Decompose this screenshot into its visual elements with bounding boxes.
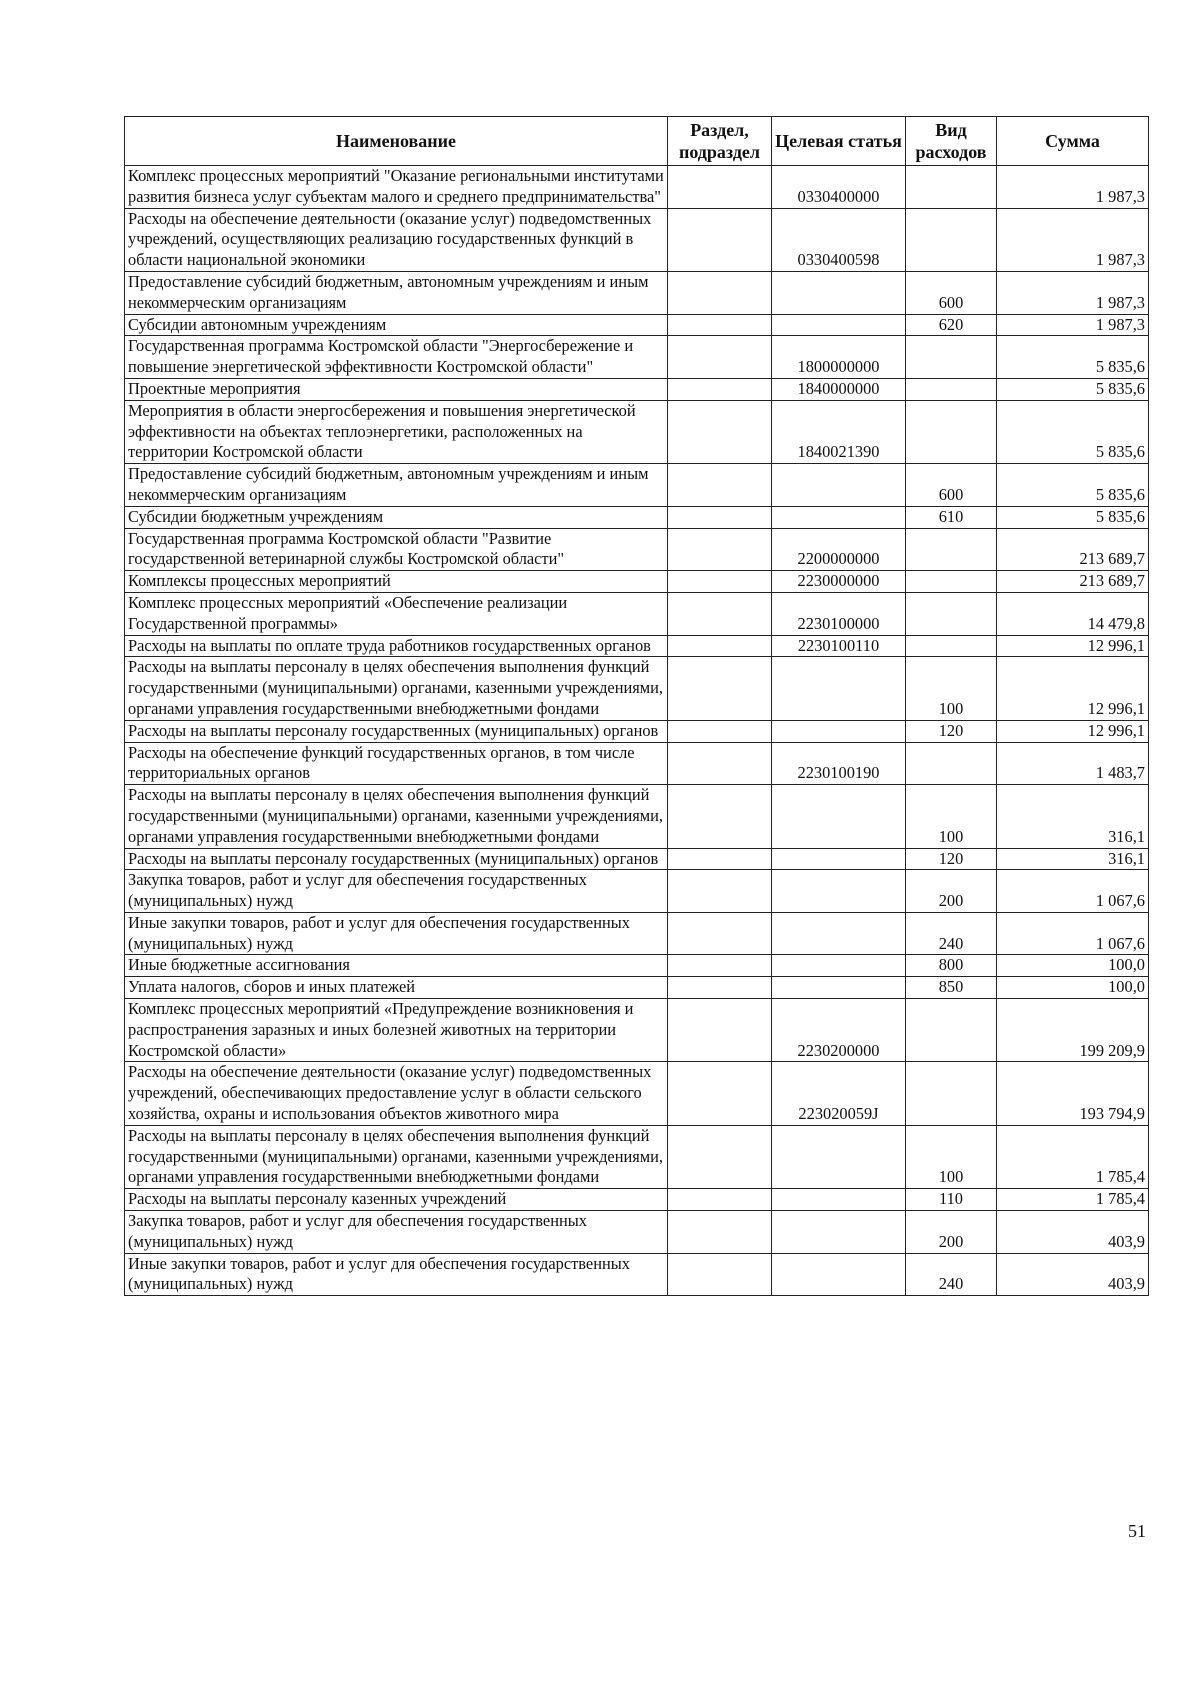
row-amount: 199 209,9: [997, 999, 1149, 1062]
row-amount: 1 987,3: [997, 314, 1149, 336]
row-kind: [906, 166, 997, 209]
row-kind: 110: [906, 1189, 997, 1211]
table-row: [125, 999, 1149, 1062]
row-target: 2230000000: [772, 571, 906, 593]
row-kind: [906, 336, 997, 379]
row-amount: 100,0: [997, 977, 1149, 999]
row-target: 2200000000: [772, 528, 906, 571]
row-kind: [906, 742, 997, 785]
row-target: 2230100000: [772, 592, 906, 635]
row-kind: 120: [906, 848, 997, 870]
row-kind: [906, 592, 997, 635]
row-kind: [906, 208, 997, 271]
table-row: [125, 166, 1149, 209]
row-kind: 600: [906, 271, 997, 314]
row-section: [668, 208, 772, 271]
row-kind: [906, 635, 997, 657]
table-row: [125, 271, 1149, 314]
row-section: [668, 166, 772, 209]
row-name: Расходы на выплаты персоналу в целях обеспечения выполнения функций государственными (муниципальными) органами, казенными учреждениями, органами управления государственными внебюджетными фондами: [125, 785, 668, 848]
row-name: Закупка товаров, работ и услуг для обеспечения государственных (муниципальных) нужд: [125, 1211, 668, 1254]
row-name: Расходы на выплаты персоналу в целях обеспечения выполнения функций государственными (муниципальными) органами, казенными учреждениями, органами управления государственными внебюджетными фондами: [125, 1125, 668, 1188]
row-name: Предоставление субсидий бюджетным, автономным учреждениям и иным некоммерческим организациям: [125, 464, 668, 507]
row-amount: 5 835,6: [997, 336, 1149, 379]
row-amount: 12 996,1: [997, 657, 1149, 720]
row-amount: 5 835,6: [997, 378, 1149, 400]
row-kind: 200: [906, 870, 997, 913]
table-row: [125, 528, 1149, 571]
row-kind: 600: [906, 464, 997, 507]
row-target: [772, 912, 906, 955]
table-header: [125, 117, 1149, 166]
row-section: [668, 1211, 772, 1254]
row-amount: 316,1: [997, 848, 1149, 870]
row-section: [668, 314, 772, 336]
row-amount: 1 785,4: [997, 1189, 1149, 1211]
row-kind: 200: [906, 1211, 997, 1254]
row-name: Мероприятия в области энергосбережения и повышения энергетической эффективности на объектах теплоэнергетики, расположенных на территории Костромской области: [125, 400, 668, 463]
row-section: [668, 635, 772, 657]
row-name: Проектные мероприятия: [125, 378, 668, 400]
table-row: [125, 1062, 1149, 1125]
table-row: [125, 378, 1149, 400]
table-row: [125, 400, 1149, 463]
row-section: [668, 742, 772, 785]
row-target: [772, 1189, 906, 1211]
row-name: Иные закупки товаров, работ и услуг для обеспечения государственных (муниципальных) нужд: [125, 912, 668, 955]
row-name: Закупка товаров, работ и услуг для обеспечения государственных (муниципальных) нужд: [125, 870, 668, 913]
header-name: Наименование: [125, 117, 668, 166]
row-section: [668, 528, 772, 571]
row-amount: 12 996,1: [997, 720, 1149, 742]
header-kind: Вид расходов: [906, 117, 997, 166]
row-section: [668, 506, 772, 528]
row-kind: 100: [906, 1125, 997, 1188]
row-name: Уплата налогов, сборов и иных платежей: [125, 977, 668, 999]
row-target: [772, 657, 906, 720]
row-section: [668, 912, 772, 955]
row-amount: 1 987,3: [997, 271, 1149, 314]
table-row: [125, 657, 1149, 720]
row-target: [772, 314, 906, 336]
table-row: [125, 1211, 1149, 1254]
row-amount: 5 835,6: [997, 400, 1149, 463]
table-row: [125, 314, 1149, 336]
row-amount: 12 996,1: [997, 635, 1149, 657]
row-section: [668, 848, 772, 870]
row-kind: [906, 400, 997, 463]
row-section: [668, 999, 772, 1062]
row-target: [772, 785, 906, 848]
row-name: Субсидии бюджетным учреждениям: [125, 506, 668, 528]
row-section: [668, 785, 772, 848]
row-target: [772, 848, 906, 870]
row-target: 0330400598: [772, 208, 906, 271]
row-target: [772, 1125, 906, 1188]
row-name: Расходы на обеспечение деятельности (оказание услуг) подведомственных учреждений, осуществляющих реализацию государственных функций в области национальной экономики: [125, 208, 668, 271]
row-amount: 403,9: [997, 1253, 1149, 1296]
row-amount: 5 835,6: [997, 464, 1149, 507]
row-kind: 620: [906, 314, 997, 336]
row-kind: [906, 571, 997, 593]
row-section: [668, 955, 772, 977]
row-amount: 1 067,6: [997, 912, 1149, 955]
row-name: Комплексы процессных мероприятий: [125, 571, 668, 593]
row-kind: 610: [906, 506, 997, 528]
table-row: [125, 635, 1149, 657]
header-target: Целевая статья: [772, 117, 906, 166]
row-kind: 100: [906, 785, 997, 848]
row-name: Расходы на обеспечение деятельности (оказание услуг) подведомственных учреждений, обеспечивающих предоставление услуг в области сельского хозяйства, охраны и использования объектов животного мира: [125, 1062, 668, 1125]
row-name: Иные бюджетные ассигнования: [125, 955, 668, 977]
row-section: [668, 657, 772, 720]
row-amount: 213 689,7: [997, 528, 1149, 571]
row-section: [668, 1189, 772, 1211]
row-target: 0330400000: [772, 166, 906, 209]
row-target: [772, 870, 906, 913]
row-kind: [906, 528, 997, 571]
row-kind: 850: [906, 977, 997, 999]
table-row: [125, 592, 1149, 635]
table-row: [125, 955, 1149, 977]
row-name: Государственная программа Костромской области "Развитие государственной ветеринарной службы Костромской области": [125, 528, 668, 571]
row-amount: 14 479,8: [997, 592, 1149, 635]
row-target: [772, 955, 906, 977]
row-target: [772, 1211, 906, 1254]
row-name: Комплекс процессных мероприятий «Предупреждение возникновения и распространения заразных и иных болезней животных на территории Костромской области»: [125, 999, 668, 1062]
table-row: [125, 870, 1149, 913]
row-target: [772, 464, 906, 507]
row-kind: [906, 1062, 997, 1125]
table-row: [125, 785, 1149, 848]
row-target: 2230100190: [772, 742, 906, 785]
table-row: [125, 208, 1149, 271]
row-target: [772, 977, 906, 999]
table-row: [125, 742, 1149, 785]
row-amount: 5 835,6: [997, 506, 1149, 528]
row-section: [668, 1062, 772, 1125]
table-body: [125, 166, 1149, 1296]
table-row: [125, 848, 1149, 870]
row-target: 223020059J: [772, 1062, 906, 1125]
row-kind: [906, 999, 997, 1062]
row-section: [668, 1125, 772, 1188]
row-kind: 100: [906, 657, 997, 720]
row-target: [772, 271, 906, 314]
row-section: [668, 720, 772, 742]
row-target: 2230200000: [772, 999, 906, 1062]
table-header-row: [125, 117, 1149, 166]
row-section: [668, 400, 772, 463]
row-amount: 403,9: [997, 1211, 1149, 1254]
row-name: Государственная программа Костромской области "Энергосбережение и повышение энергетической эффективности Костромской области": [125, 336, 668, 379]
table-row: [125, 1253, 1149, 1296]
row-name: Комплекс процессных мероприятий «Обеспечение реализации Государственной программы»: [125, 592, 668, 635]
table-row: [125, 977, 1149, 999]
row-amount: 1 483,7: [997, 742, 1149, 785]
table-row: [125, 336, 1149, 379]
row-target: [772, 720, 906, 742]
table-row: [125, 506, 1149, 528]
row-target: [772, 1253, 906, 1296]
row-kind: 240: [906, 912, 997, 955]
row-section: [668, 571, 772, 593]
row-name: Расходы на обеспечение функций государственных органов, в том числе территориальных органов: [125, 742, 668, 785]
row-amount: 1 067,6: [997, 870, 1149, 913]
row-amount: 1 987,3: [997, 208, 1149, 271]
row-section: [668, 336, 772, 379]
row-name: Комплекс процессных мероприятий "Оказание региональными институтами развития бизнеса услуг субъектам малого и среднего предпринимательства": [125, 166, 668, 209]
row-section: [668, 464, 772, 507]
row-section: [668, 977, 772, 999]
row-amount: 1 785,4: [997, 1125, 1149, 1188]
row-kind: 120: [906, 720, 997, 742]
header-section: Раздел, подраздел: [668, 117, 772, 166]
row-amount: 193 794,9: [997, 1062, 1149, 1125]
row-kind: 240: [906, 1253, 997, 1296]
row-name: Расходы на выплаты персоналу государственных (муниципальных) органов: [125, 720, 668, 742]
budget-allocation-table: [124, 116, 1149, 1296]
page-number: 51: [1128, 1521, 1146, 1541]
row-name: Расходы на выплаты персоналу в целях обеспечения выполнения функций государственными (муниципальными) органами, казенными учреждениями, органами управления государственными внебюджетными фондами: [125, 657, 668, 720]
row-section: [668, 592, 772, 635]
row-section: [668, 271, 772, 314]
row-section: [668, 1253, 772, 1296]
row-section: [668, 870, 772, 913]
row-kind: [906, 378, 997, 400]
row-target: 2230100110: [772, 635, 906, 657]
row-name: Расходы на выплаты по оплате труда работников государственных органов: [125, 635, 668, 657]
row-target: [772, 506, 906, 528]
row-name: Расходы на выплаты персоналу казенных учреждений: [125, 1189, 668, 1211]
row-section: [668, 378, 772, 400]
table-row: [125, 720, 1149, 742]
table-row: [125, 464, 1149, 507]
table-row: [125, 912, 1149, 955]
row-name: Расходы на выплаты персоналу государственных (муниципальных) органов: [125, 848, 668, 870]
row-amount: 1 987,3: [997, 166, 1149, 209]
row-amount: 316,1: [997, 785, 1149, 848]
table-row: [125, 571, 1149, 593]
row-amount: 100,0: [997, 955, 1149, 977]
header-amount: Сумма: [997, 117, 1149, 166]
table-row: [125, 1125, 1149, 1188]
table-row: [125, 1189, 1149, 1211]
row-target: 1840000000: [772, 378, 906, 400]
row-amount: 213 689,7: [997, 571, 1149, 593]
row-name: Предоставление субсидий бюджетным, автономным учреждениям и иным некоммерческим организациям: [125, 271, 668, 314]
row-name: Иные закупки товаров, работ и услуг для обеспечения государственных (муниципальных) нужд: [125, 1253, 668, 1296]
row-kind: 800: [906, 955, 997, 977]
row-name: Субсидии автономным учреждениям: [125, 314, 668, 336]
row-target: 1800000000: [772, 336, 906, 379]
row-target: 1840021390: [772, 400, 906, 463]
